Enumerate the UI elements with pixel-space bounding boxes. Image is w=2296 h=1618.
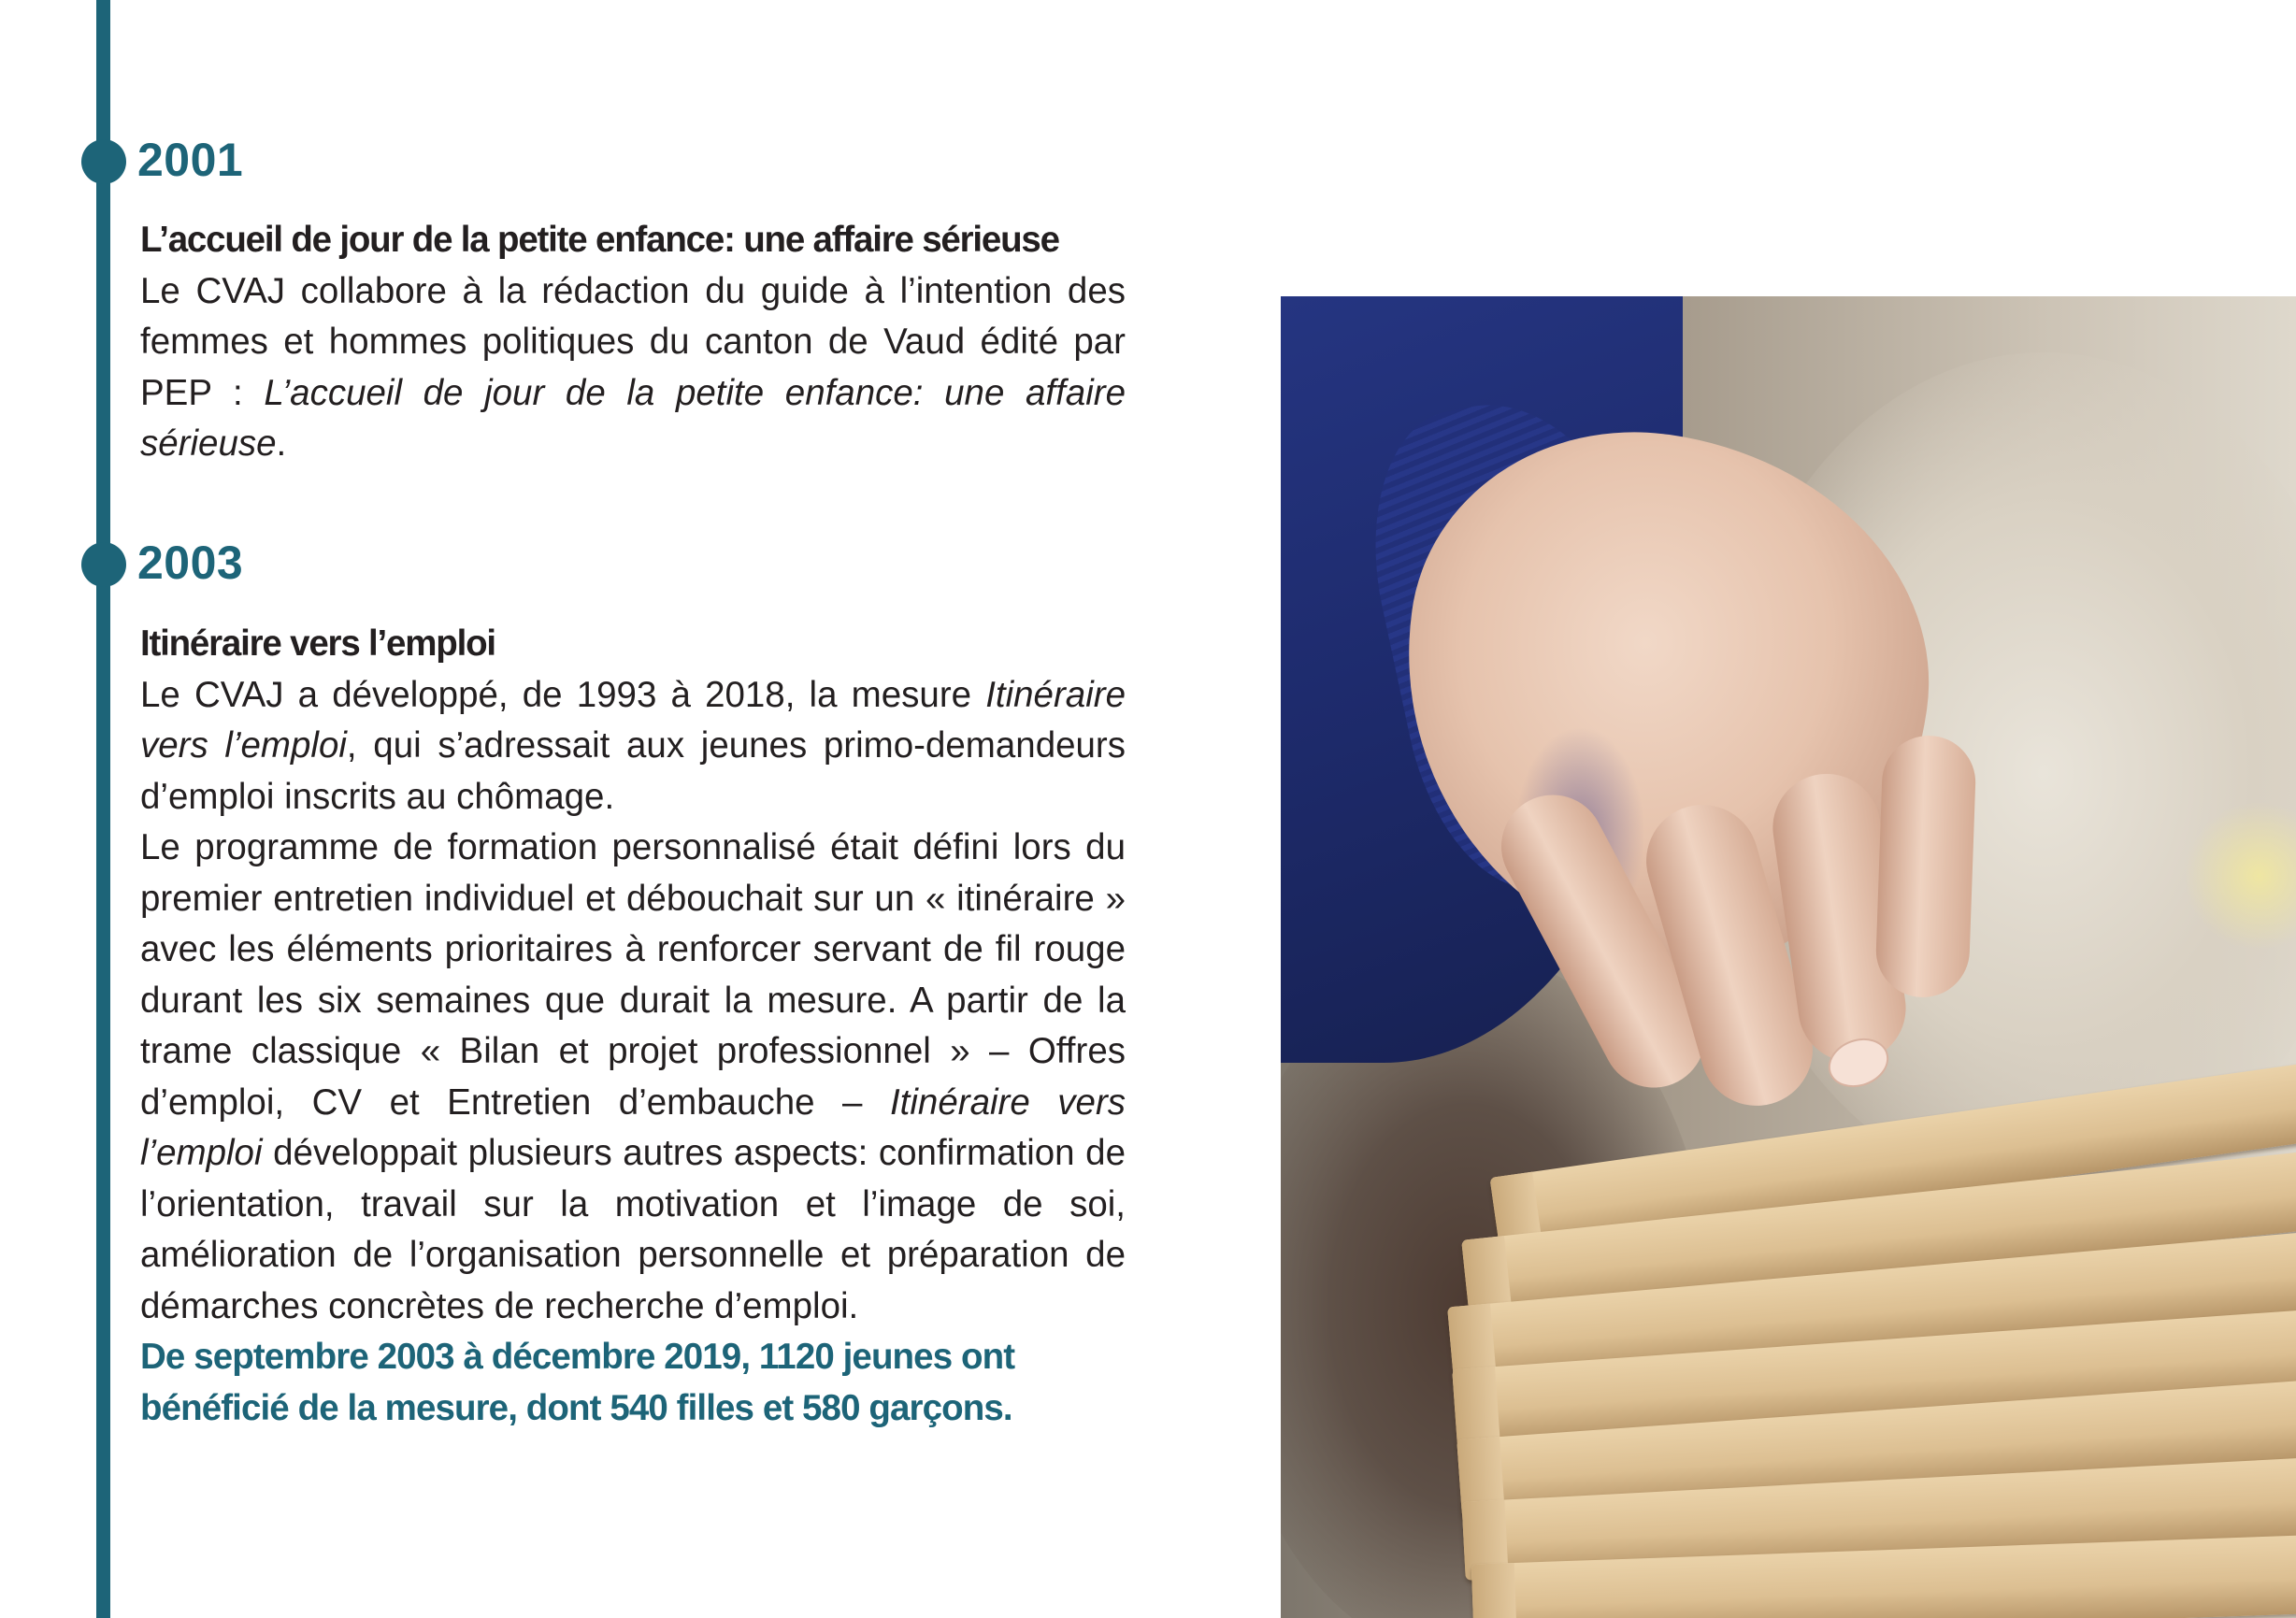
photo-finger xyxy=(1874,734,1977,998)
entry-2003-p2-end: développait plusieurs autres aspects: confirmation de l’orientation, travail sur la motivation et l’image de soi, amélioration de l’organisation personnelle et préparation de démarches concrètes de recherche d’emploi. xyxy=(140,1133,1126,1326)
year-heading-2001: 2001 xyxy=(137,134,244,186)
timeline-dot-2001 xyxy=(81,139,126,184)
timeline-dot-2003 xyxy=(81,542,126,587)
entry-2003-title: Itinéraire vers l’emploi xyxy=(140,623,495,664)
entry-2001-body-text: Le CVAJ collabore à la rédaction du guide à l’intention des femmes et hommes politiques du canton de Vaud édité par PEP : xyxy=(140,270,1126,413)
year-heading-2003: 2003 xyxy=(137,537,244,589)
entry-2003-p1-text: Le CVAJ a développé, de 1993 à 2018, la mesure xyxy=(140,674,986,715)
entry-2001-title: L’accueil de jour de la petite enfance: une affaire sérieuse xyxy=(140,220,1059,260)
entry-2001-body-italic: L’accueil de jour de la petite enfance: une affaire sérieuse xyxy=(140,372,1126,464)
entry-2001-body-end: . xyxy=(276,423,287,464)
entry-2003-paragraph-2 xyxy=(140,823,1126,1332)
entry-2003-p1-italic: Itinéraire vers l’emploi xyxy=(140,674,1126,766)
entry-2003-highlight: De septembre 2003 à décembre 2019, 1120 jeunes ont bénéficié de la mesure, dont 540 filles et 580 garçons. xyxy=(140,1337,1015,1428)
photo-hand-wooden-blocks xyxy=(1281,296,2296,1618)
entry-2003 xyxy=(140,619,1126,1434)
entry-2003-p2-text: Le programme de formation personnalisé était défini lors du premier entretien individuel et débouchait sur un « itinéraire » avec les éléments prioritaires à renforcer servant de fil rouge durant les six semaines que durait la mesure. A partir de la trame classique « Bilan et projet professionnel » – Offres d’emploi, CV et Entretien d’embauche – xyxy=(140,827,1126,1123)
entry-2001 xyxy=(140,215,1126,470)
entry-2003-p2-italic: Itinéraire vers l’emploi xyxy=(140,1081,1126,1173)
entry-2001-body xyxy=(140,266,1126,470)
entry-2003-p1-end: , qui s’adressait aux jeunes primo-demandeurs d’emploi inscrits au chômage. xyxy=(140,725,1126,817)
entry-2003-paragraph-1 xyxy=(140,670,1126,823)
timeline-bar xyxy=(96,0,110,1618)
